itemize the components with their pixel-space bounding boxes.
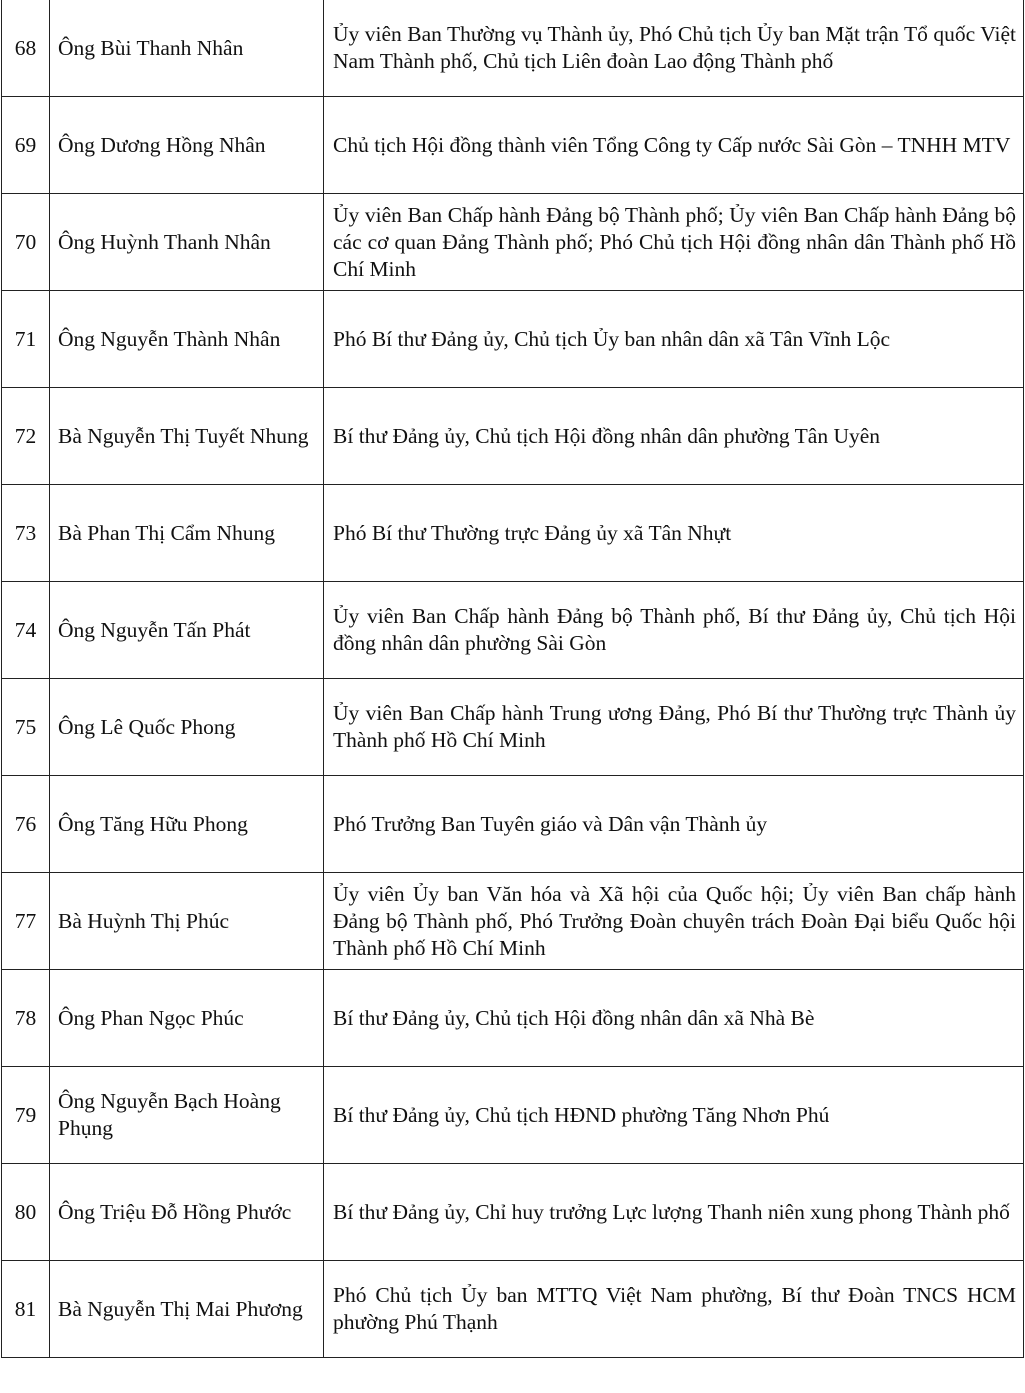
row-number-cell: 71 xyxy=(2,291,50,388)
member-position-cell: Ủy viên Ban Chấp hành Đảng bộ Thành phố; Ủy viên Ban Chấp hành Đảng bộ các cơ quan Đảng Thành phố; Phó Chủ tịch Hội đồng nhân dân Thành phố Hồ Chí Minh xyxy=(324,194,1024,291)
member-position-cell: Phó Trưởng Ban Tuyên giáo và Dân vận Thành ủy xyxy=(324,776,1024,873)
member-name-cell: Bà Nguyễn Thị Mai Phương xyxy=(50,1261,324,1358)
table-row xyxy=(2,485,1024,582)
table-row xyxy=(2,0,1024,97)
member-name-cell: Ông Dương Hồng Nhân xyxy=(50,97,324,194)
table-row xyxy=(2,194,1024,291)
row-number-cell: 70 xyxy=(2,194,50,291)
member-name-cell: Ông Lê Quốc Phong xyxy=(50,679,324,776)
member-name-cell: Ông Nguyễn Thành Nhân xyxy=(50,291,324,388)
member-position-cell: Ủy viên Ban Chấp hành Trung ương Đảng, Phó Bí thư Thường trực Thành ủy Thành phố Hồ Chí Minh xyxy=(324,679,1024,776)
member-position-cell: Phó Bí thư Thường trực Đảng ủy xã Tân Nhựt xyxy=(324,485,1024,582)
row-number-cell: 81 xyxy=(2,1261,50,1358)
table-row xyxy=(2,679,1024,776)
member-position-cell: Ủy viên Ủy ban Văn hóa và Xã hội của Quốc hội; Ủy viên Ban chấp hành Đảng bộ Thành phố, Phó Trưởng Đoàn chuyên trách Đoàn Đại biểu Quốc hội Thành phố Hồ Chí Minh xyxy=(324,873,1024,970)
member-position-cell: Phó Bí thư Đảng ủy, Chủ tịch Ủy ban nhân dân xã Tân Vĩnh Lộc xyxy=(324,291,1024,388)
roster-body xyxy=(2,0,1024,1358)
table-row xyxy=(2,97,1024,194)
member-name-cell: Ông Bùi Thanh Nhân xyxy=(50,0,324,97)
table-row xyxy=(2,873,1024,970)
member-name-cell: Bà Huỳnh Thị Phúc xyxy=(50,873,324,970)
row-number-cell: 75 xyxy=(2,679,50,776)
member-position-cell: Bí thư Đảng ủy, Chủ tịch Hội đồng nhân dân xã Nhà Bè xyxy=(324,970,1024,1067)
roster-table xyxy=(1,0,1024,1358)
row-number-cell: 76 xyxy=(2,776,50,873)
row-number-cell: 80 xyxy=(2,1164,50,1261)
member-name-cell: Ông Nguyễn Bạch Hoàng Phụng xyxy=(50,1067,324,1164)
member-name-cell: Bà Phan Thị Cẩm Nhung xyxy=(50,485,324,582)
member-position-cell: Bí thư Đảng ủy, Chủ tịch HĐND phường Tăng Nhơn Phú xyxy=(324,1067,1024,1164)
table-row xyxy=(2,1164,1024,1261)
row-number-cell: 78 xyxy=(2,970,50,1067)
row-number-cell: 73 xyxy=(2,485,50,582)
table-row xyxy=(2,291,1024,388)
member-position-cell: Phó Chủ tịch Ủy ban MTTQ Việt Nam phường, Bí thư Đoàn TNCS HCM phường Phú Thạnh xyxy=(324,1261,1024,1358)
member-name-cell: Ông Triệu Đỗ Hồng Phước xyxy=(50,1164,324,1261)
member-position-cell: Ủy viên Ban Chấp hành Đảng bộ Thành phố, Bí thư Đảng ủy, Chủ tịch Hội đồng nhân dân phường Sài Gòn xyxy=(324,582,1024,679)
member-position-cell: Bí thư Đảng ủy, Chỉ huy trưởng Lực lượng Thanh niên xung phong Thành phố xyxy=(324,1164,1024,1261)
member-name-cell: Ông Phan Ngọc Phúc xyxy=(50,970,324,1067)
table-row xyxy=(2,776,1024,873)
row-number-cell: 69 xyxy=(2,97,50,194)
row-number-cell: 68 xyxy=(2,0,50,97)
row-number-cell: 72 xyxy=(2,388,50,485)
member-position-cell: Chủ tịch Hội đồng thành viên Tổng Công ty Cấp nước Sài Gòn – TNHH MTV xyxy=(324,97,1024,194)
row-number-cell: 74 xyxy=(2,582,50,679)
member-name-cell: Bà Nguyễn Thị Tuyết Nhung xyxy=(50,388,324,485)
table-row xyxy=(2,1261,1024,1358)
table-row xyxy=(2,388,1024,485)
row-number-cell: 77 xyxy=(2,873,50,970)
member-position-cell: Ủy viên Ban Thường vụ Thành ủy, Phó Chủ tịch Ủy ban Mặt trận Tổ quốc Việt Nam Thành phố, Chủ tịch Liên đoàn Lao động Thành phố xyxy=(324,0,1024,97)
member-name-cell: Ông Tăng Hữu Phong xyxy=(50,776,324,873)
member-position-cell: Bí thư Đảng ủy, Chủ tịch Hội đồng nhân dân phường Tân Uyên xyxy=(324,388,1024,485)
row-number-cell: 79 xyxy=(2,1067,50,1164)
table-row xyxy=(2,582,1024,679)
table-row xyxy=(2,970,1024,1067)
table-row xyxy=(2,1067,1024,1164)
member-name-cell: Ông Huỳnh Thanh Nhân xyxy=(50,194,324,291)
member-name-cell: Ông Nguyễn Tấn Phát xyxy=(50,582,324,679)
